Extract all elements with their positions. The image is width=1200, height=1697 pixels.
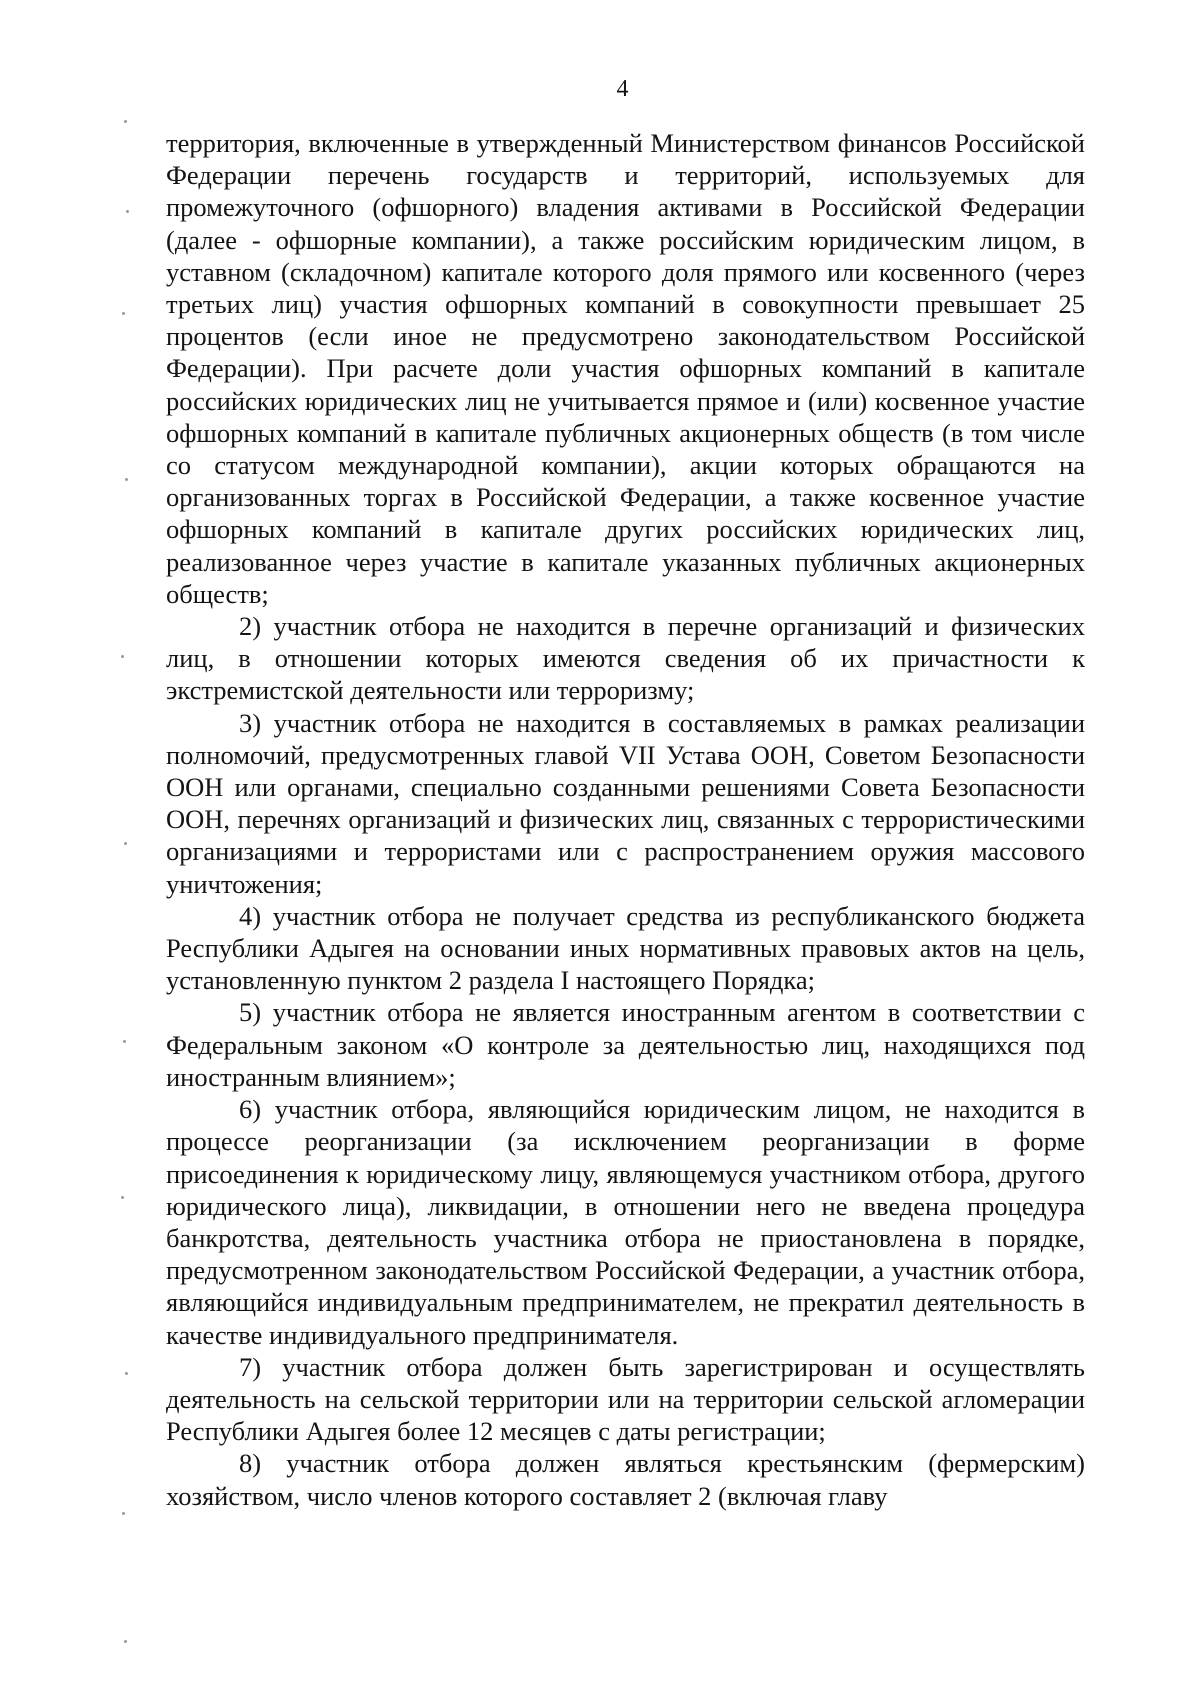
document-body	[166, 127, 1085, 1512]
scan-speck	[123, 1040, 126, 1043]
scan-speck	[122, 1512, 125, 1515]
scan-speck	[124, 120, 127, 123]
scan-speck	[125, 1372, 128, 1375]
scan-speck	[122, 312, 125, 315]
condition-item-8: 8) участник отбора должен являться крестьянским (фермерским) хозяйством, число членов которого составляет 2 (включая главу	[166, 1448, 1085, 1511]
condition-item-6: 6) участник отбора, являющийся юридическим лицом, не находится в процессе реорганизации (за исключением реорганизации в форме присоединения к юридическому лицу, являющемуся участником отбора, другого юридического лица), ликвидации, в отношении него не введена процедура банкротства, деятельность участника отбора не приостановлена в порядке, предусмотренном законодательством Российской Федерации, а участник отбора, являющийся индивидуальным предпринимателем, не прекратил деятельность в качестве индивидуального предпринимателя.	[166, 1094, 1085, 1350]
page-number: 4	[616, 76, 629, 102]
scan-speck	[121, 655, 124, 658]
condition-item-3: 3) участник отбора не находится в составляемых в рамках реализации полномочий, предусмотренных главой VII Устава ООН, Советом Безопасности ООН или органами, специально созданными решениями Совета Безопасности ООН, перечнях организаций и физических лиц, связанных с террористическими организациями и террористами или с распространением оружия массового уничтожения;	[166, 707, 1085, 899]
scan-speck	[126, 210, 129, 213]
condition-item-7: 7) участник отбора должен быть зарегистрирован и осуществлять деятельность на сельской территории или на территории сельской агломерации Республики Адыгея более 12 месяцев с даты регистрации;	[166, 1351, 1085, 1447]
scan-speck	[124, 842, 127, 845]
condition-item-2: 2) участник отбора не находится в перечне организаций и физических лиц, в отношении которых имеются сведения об их причастности к экстремистской деятельности или терроризму;	[166, 611, 1085, 706]
continuation-paragraph: территория, включенные в утвержденный Министерством финансов Российской Федерации перечень государств и территорий, используемых для промежуточного (офшорного) владения активами в Российской Федерации (далее - офшорные компании), а также российским юридическим лицом, в уставном (складочном) капитале которого доля прямого или косвенного (через третьих лиц) участия офшорных компаний в совокупности превышает 25 процентов (если иное не предусмотрено законодательством Российской Федерации). При расчете доли участия офшорных компаний в капитале российских юридических лиц не учитывается прямое и (или) косвенное участие офшорных компаний в капитале публичных акционерных обществ (в том числе со статусом международной компании), акции которых обращаются на организованных торгах в Российской Федерации, а также косвенное участие офшорных компаний в капитале других российских юридических лиц, реализованное через участие в капитале указанных публичных акционерных обществ;	[166, 128, 1085, 609]
scan-speck	[124, 1640, 127, 1643]
scan-speck	[121, 1196, 124, 1199]
scan-speck	[125, 478, 128, 481]
condition-item-4: 4) участник отбора не получает средства из республиканского бюджета Республики Адыгея на основании иных нормативных правовых актов на цель, установленную пунктом 2 раздела I настоящего Порядка;	[166, 900, 1085, 996]
condition-item-5: 5) участник отбора не является иностранным агентом в соответствии с Федеральным законом «О контроле за деятельностью лиц, находящихся под иностранным влиянием»;	[166, 997, 1085, 1092]
